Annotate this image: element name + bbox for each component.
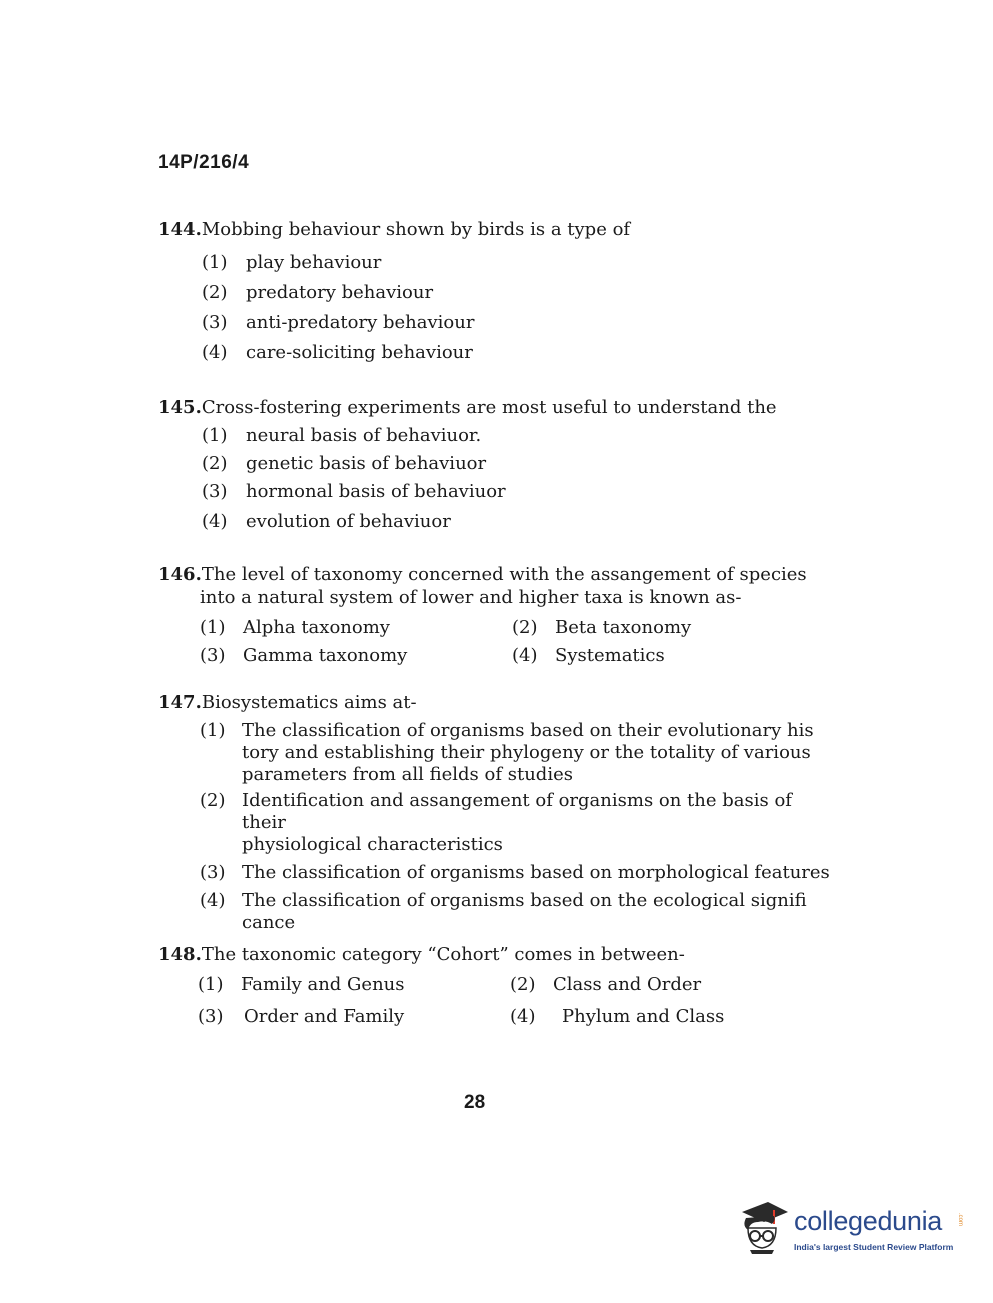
option <box>202 480 838 503</box>
option <box>200 790 838 856</box>
option-number: (3) <box>200 862 226 883</box>
brand-domain: .com <box>957 1213 963 1227</box>
option <box>202 281 838 304</box>
option-text: evolution of behaviuor <box>246 511 451 532</box>
option-row <box>200 644 838 667</box>
option-text: Phylum and Class <box>562 1006 725 1027</box>
option-text: play behaviour <box>246 252 382 273</box>
option-number: (2) <box>202 453 228 474</box>
question-144 <box>158 218 838 364</box>
option <box>202 251 838 274</box>
option-line: cance <box>242 912 296 933</box>
option-row <box>200 616 838 639</box>
option <box>200 862 838 884</box>
option-line: Identification and assangement of organisms on the basis of their <box>242 790 792 833</box>
option-row <box>198 973 838 996</box>
option-number: (4) <box>202 342 228 363</box>
option-text: hormonal basis of behaviuor <box>246 481 506 502</box>
question-number: 146. <box>158 564 202 585</box>
option <box>510 973 822 996</box>
option-number: (4) <box>200 890 226 911</box>
option <box>202 341 838 364</box>
option <box>200 616 512 639</box>
option <box>512 616 824 639</box>
option-text: genetic basis of behaviuor <box>246 453 487 474</box>
question-145 <box>158 396 838 533</box>
option-number: (1) <box>202 425 228 446</box>
option-text: Beta taxonomy <box>555 617 692 638</box>
option-row <box>198 1005 838 1028</box>
option-number: (3) <box>202 481 228 502</box>
option <box>202 452 838 475</box>
brand-tagline: India's largest Student Review Platform <box>794 1242 954 1252</box>
option-text: Alpha taxonomy <box>243 617 390 638</box>
brand-name: collegedunia <box>794 1206 943 1236</box>
option <box>202 424 838 447</box>
option-text: Order and Family <box>244 1006 405 1027</box>
option-text: Family and Genus <box>241 974 405 995</box>
option-number: (2) <box>510 974 536 995</box>
option-number: (1) <box>200 617 226 638</box>
option <box>198 973 510 996</box>
option-number: (4) <box>510 1006 536 1027</box>
option-number: (1) <box>202 252 228 273</box>
question-number: 144. <box>158 219 202 240</box>
collegedunia-logo <box>736 1196 966 1258</box>
option-text: Class and Order <box>553 974 702 995</box>
option <box>510 1005 822 1028</box>
question-146 <box>158 563 838 667</box>
paper-code: 14P/216/4 <box>158 152 250 173</box>
option-text: predatory behaviour <box>246 282 434 303</box>
option-number: (1) <box>198 974 224 995</box>
question-number: 148. <box>158 944 202 965</box>
question-stem-line-2: into a natural system of lower and higher taxa is known as- <box>200 587 742 608</box>
option-line: The classification of organisms based on morphological features <box>242 862 830 883</box>
option <box>202 510 838 533</box>
option-number: (2) <box>200 790 226 811</box>
option-number: (3) <box>200 645 226 666</box>
option-text: Systematics <box>555 645 665 666</box>
question-stem: Cross-fostering experiments are most useful to understand the <box>201 397 777 418</box>
option <box>200 720 838 786</box>
option-number: (3) <box>198 1006 224 1027</box>
option-number: (4) <box>512 645 538 666</box>
option-text: care-soliciting behaviour <box>246 342 473 363</box>
question-stem: The taxonomic category “Cohort” comes in between- <box>201 944 685 965</box>
question-number: 147. <box>158 692 202 713</box>
option-text: Gamma taxonomy <box>243 645 408 666</box>
option-number: (3) <box>202 312 228 333</box>
option-line: tory and establishing their phylogeny or the totality of various <box>242 742 811 763</box>
page-number: 28 <box>464 1092 486 1113</box>
option-line: The classification of organisms based on their evolutionary his <box>242 720 814 741</box>
option-line: parameters from all fields of studies <box>242 764 573 785</box>
option <box>198 1005 510 1028</box>
student-mascot-icon <box>736 1196 792 1256</box>
option <box>202 311 838 334</box>
option <box>200 644 512 667</box>
option-text: neural basis of behaviuor. <box>246 425 482 446</box>
question-stem: Mobbing behaviour shown by birds is a type of <box>201 219 631 240</box>
question-147 <box>158 691 838 934</box>
question-number: 145. <box>158 397 202 418</box>
option <box>512 644 824 667</box>
question-stem-line-1: The level of taxonomy concerned with the assangement of species <box>201 564 807 585</box>
option <box>200 890 838 934</box>
option-text: anti-predatory behaviour <box>246 312 475 333</box>
option-line: The classification of organisms based on the ecological signifi <box>242 890 807 911</box>
question-stem: Biosystematics aims at- <box>201 692 417 713</box>
question-148 <box>158 943 838 1028</box>
option-number: (2) <box>202 282 228 303</box>
option-number: (2) <box>512 617 538 638</box>
option-number: (1) <box>200 720 226 741</box>
option-number: (4) <box>202 511 228 532</box>
option-line: physiological characteristics <box>242 834 503 855</box>
